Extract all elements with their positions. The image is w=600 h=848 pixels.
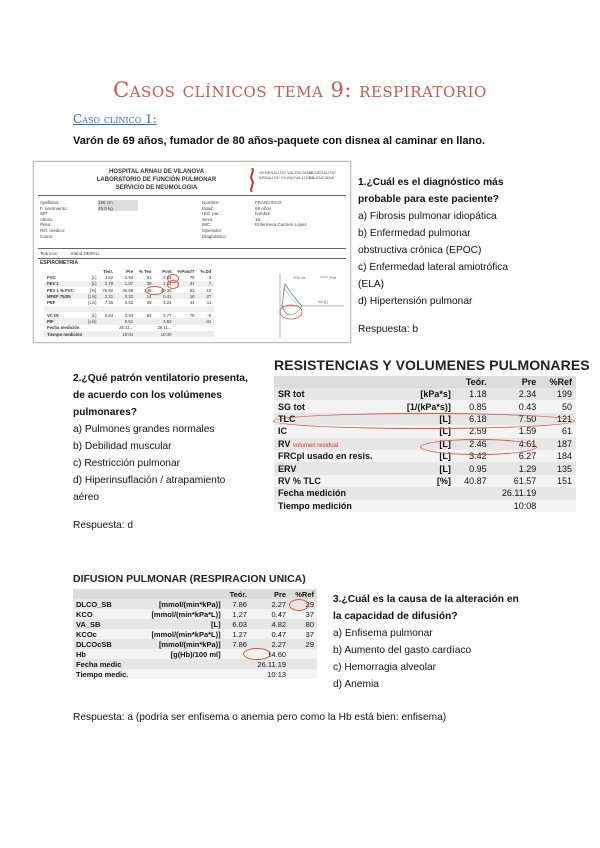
table-cell: [L] [139, 619, 224, 629]
table-cell: 0.41 [155, 293, 175, 299]
table-cell: FVC [47, 274, 56, 280]
column-header [274, 376, 394, 388]
column-header: %Ref [540, 376, 576, 388]
table-cell [139, 669, 224, 679]
option: obstructiva crónica (EPOC) [358, 245, 482, 256]
table-cell: 3.24 [163, 300, 172, 306]
table-cell: 3.62 [124, 300, 134, 306]
table-cell: FEV 1 [44, 281, 85, 287]
table-cell: 26.11.19 [491, 487, 541, 499]
table-cell: Fecha medic [73, 659, 139, 669]
table-cell [289, 649, 317, 659]
table-cell: [L] [394, 438, 455, 450]
table-cell: 2.59 [455, 425, 491, 437]
table-cell: ERV [274, 462, 394, 474]
table-cell [394, 500, 455, 512]
table-cell: Tiempo medición [274, 500, 394, 512]
table-cell: 2.79 [99, 281, 116, 287]
column-header: %Post/T [177, 268, 195, 274]
option: b) Debilidad muscular [73, 441, 172, 452]
table-cell: 48 [146, 287, 152, 293]
table-cell: [L/s] [88, 300, 97, 306]
table-row [73, 609, 317, 619]
table-cell: [%] [90, 287, 97, 293]
column-header: Teór. [224, 589, 250, 599]
table-row [73, 639, 317, 649]
column-header: Pre [250, 589, 289, 599]
table-cell: SG tot [274, 400, 394, 412]
column-header: Pre [126, 268, 134, 274]
table-cell [224, 649, 250, 659]
plot-legend-2: Pre [330, 275, 337, 280]
diffusion-title: DIFUSION PULMONAR (RESPIRACION UNICA) [73, 573, 306, 585]
option: c) Hemorragia alveolar [333, 662, 437, 673]
table-cell [289, 659, 317, 669]
table-row [73, 659, 317, 669]
table-cell: 52 [189, 287, 195, 293]
table-cell: SR tot [274, 388, 394, 400]
table-cell: 2.27 [250, 639, 289, 649]
table-cell: 0.32 [116, 293, 136, 299]
table-cell: 1.27 [224, 609, 250, 619]
table-cell [455, 500, 491, 512]
table-cell: FRCpl usado en resis. [274, 450, 394, 462]
table-cell [175, 331, 198, 337]
table-cell: 1.59 [491, 425, 541, 437]
table-cell [139, 659, 224, 669]
table-cell: [L] [394, 462, 455, 474]
plot-legend-1: FIV ex [294, 275, 306, 280]
table-row [274, 450, 576, 462]
table-cell: 18 [175, 293, 198, 299]
table-row [73, 599, 317, 609]
table-cell: TLC [274, 413, 394, 425]
patient-info: Apellidos: F. nacimiento: SIP: Altura: Peso: Ref. médico: Cama: 166 cm 49.0 kg Nombre: Edad: Hist. pac.: Sexo: IMC: Operador: Diagnóstico: FRANCISCO 69 Años hombre 18 Enfermera Carmen Lopez [40, 200, 307, 239]
table-cell: 7.86 [224, 639, 250, 649]
table-cell: [L] [394, 450, 455, 462]
table-cell: [kPa*s] [394, 388, 455, 400]
table-cell: 14.60 [250, 649, 289, 659]
table-cell: Hb [73, 649, 139, 659]
spirometry-table [44, 268, 214, 337]
table-cell: 40.87 [455, 475, 491, 487]
option: d) Hiperinsuflación / atrapamiento [73, 475, 226, 486]
table-cell: [L] [85, 281, 99, 287]
table-cell: [g(Hb)/100 ml] [139, 649, 224, 659]
table-cell: PIF [44, 318, 85, 324]
diffusion-table [73, 589, 317, 679]
spirometry-section-title: ESPIROMETRIA [40, 260, 79, 266]
table-cell: 2.92 [124, 274, 134, 280]
table-cell: 1.14 [155, 281, 175, 287]
column-header [139, 589, 224, 599]
question-1: 1.¿Cuál es el diagnóstico más probable para este paciente? a) Fibrosis pulmonar idiopática b) Enfermedad pulmonar obstructiva crónica (EPOC) c) Enfermedad lateral amiotrófica (ELA) d) Hipertensión pulmonar Respuesta: b [358, 174, 508, 338]
table-cell: 199 [540, 388, 576, 400]
table-cell: VC IN [47, 312, 59, 318]
table-cell: 38 [136, 281, 154, 287]
option: b) Aumento del gasto cardíaco [333, 645, 472, 656]
divider [38, 248, 346, 249]
table-cell: 6.18 [455, 413, 491, 425]
table-cell: 7 [197, 281, 214, 287]
table-cell: [mmol/(min*kPa)] [139, 639, 224, 649]
table-cell [99, 331, 116, 337]
table-cell: 3.62 [155, 318, 175, 324]
column-header: %Ref [289, 589, 317, 599]
table-cell: 80 [289, 619, 317, 629]
table-cell: 61 [540, 425, 576, 437]
table-cell: [L] [394, 413, 455, 425]
option: b) Enfermedad pulmonar [358, 228, 471, 239]
option: a) Enfisema pulmonar [333, 628, 433, 639]
table-cell: 7.86 [224, 599, 250, 609]
table-cell: 49 [146, 300, 152, 306]
table-cell: 151 [540, 475, 576, 487]
table-cell: KCO [73, 609, 139, 619]
table-cell [540, 500, 576, 512]
column-header: Teór. [455, 376, 491, 388]
table-cell [540, 487, 576, 499]
table-row [274, 462, 576, 474]
case-intro: Varón de 69 años, fumador de 80 años-paquete con disnea al caminar en llano. [73, 135, 486, 147]
table-cell: -3 [207, 274, 212, 280]
table-cell: 187 [540, 438, 576, 450]
table-cell: 6.27 [491, 450, 541, 462]
table-cell: IC [274, 425, 394, 437]
table-cell [136, 331, 154, 337]
table-cell: 81 [146, 274, 152, 280]
table-cell: 0.95 [455, 462, 491, 474]
column-header: Post [162, 268, 172, 274]
page-title: Casos clínicos tema 9: respiratorio [113, 78, 487, 102]
table-cell: Tiempo medición [44, 331, 85, 337]
table-cell: 4.82 [250, 619, 289, 629]
table-row [274, 487, 576, 499]
flow-volume-plot [272, 270, 348, 342]
table-cell: Fecha medición [274, 487, 394, 499]
option: a) Pulmones grandes normales [73, 424, 215, 435]
table-cell: 78 [189, 312, 195, 318]
resistances-title: RESISTENCIAS Y VOLUMENES PULMONARES [274, 357, 590, 373]
table-cell: 26.11.19 [250, 659, 289, 669]
table-cell: 0.43 [491, 400, 541, 412]
table-cell: 29 [289, 639, 317, 649]
divider [38, 195, 346, 196]
table-cell: 0.85 [455, 400, 491, 412]
table-cell: RV volumen residual [274, 438, 394, 450]
table-cell: 2.46 [455, 438, 491, 450]
table-cell: 29 [289, 599, 317, 609]
table-cell: 10:04 [116, 331, 136, 337]
hospital-logo: GENERALITAT VALENCIANA ARNAU DE VILANOVA-LLÍRIA GENERALITAT VALENCIANA [249, 168, 339, 192]
table-row [73, 669, 317, 679]
table-cell: [L] [91, 312, 97, 318]
table-cell: 61.57 [491, 475, 541, 487]
table-cell [289, 669, 317, 679]
final-answer: Respuesta: a (podría ser enfisema o anemia pero como la Hb está bien: enfisema) [73, 712, 447, 723]
table-cell: 184 [540, 450, 576, 462]
table-cell: 2.34 [491, 388, 541, 400]
column-header: % Teo [139, 268, 152, 274]
table-cell: MFEF 75/25 [44, 293, 85, 299]
table-cell: 83 [146, 312, 152, 318]
table-cell: -31 [197, 318, 214, 324]
table-row [73, 619, 317, 629]
table-cell: 2.94 [124, 312, 134, 318]
divider [38, 258, 346, 259]
table-cell: -11 [205, 300, 212, 306]
option: c) Restricción pulmonar [73, 458, 181, 469]
table-row [73, 629, 317, 639]
table-cell: 78 [189, 274, 195, 280]
rv-note: volumen residual [292, 442, 339, 449]
column-header: Pre [491, 376, 541, 388]
table-cell: 10:13 [250, 669, 289, 679]
question-3: 3.¿Cuál es la causa de la alteración en la capacidad de difusión? a) Enfisema pulmonar b) Aumento del gasto cardíaco c) Hemorragia alveolar d) Anemia [333, 591, 519, 693]
table-cell: FEV 1 % FVC [47, 287, 74, 293]
table-cell: 6.03 [224, 619, 250, 629]
table-row [274, 413, 576, 425]
table-cell: 1.27 [224, 629, 250, 639]
table-cell [224, 659, 250, 669]
table-cell: DLCO_SB [73, 599, 139, 609]
table-cell: 10 [206, 287, 212, 293]
table-cell: 44 [189, 300, 195, 306]
table-row [274, 400, 576, 412]
table-cell: 0.47 [250, 609, 289, 619]
column-header: Teór. [103, 268, 114, 274]
table-cell: [L] [394, 425, 455, 437]
table-cell: KCOc [73, 629, 139, 639]
table-cell: 41 [175, 281, 198, 287]
option: d) Anemia [333, 679, 379, 690]
option: c) Enfermedad lateral amiotrófica [358, 262, 509, 273]
plot-xlabel: Vol [L] [318, 300, 328, 304]
table-cell: 3.62 [104, 274, 114, 280]
table-cell: 7.50 [491, 413, 541, 425]
table-cell: 135 [540, 462, 576, 474]
table-cell: [mmol/(min*kPa*L)] [139, 629, 224, 639]
table-cell: 37 [289, 629, 317, 639]
table-cell: 37 [289, 609, 317, 619]
option: d) Hipertensión pulmonar [358, 296, 473, 307]
table-cell: 7.36 [104, 300, 114, 306]
table-cell: PEF [47, 300, 56, 306]
table-cell: 36.69 [122, 287, 134, 293]
answer: Respuesta: b [358, 324, 419, 335]
table-cell: 0.47 [250, 629, 289, 639]
table-cell: 14 [136, 293, 154, 299]
logo-mark-icon [249, 168, 255, 192]
table-cell: 76.92 [102, 287, 114, 293]
table-cell: Fecha medición [47, 325, 80, 331]
table-row [274, 438, 576, 450]
table-cell: [1/(kPa*s)] [394, 400, 455, 412]
table-cell: [mmol/(min*kPa*L)] [139, 609, 224, 619]
table-cell: 3.54 [104, 312, 114, 318]
table-cell: 10:30 [155, 331, 175, 337]
table-cell: [L/s] [85, 318, 99, 324]
table-cell: 2.64 [163, 274, 172, 280]
table-row [44, 331, 214, 337]
column-header [73, 589, 139, 599]
table-cell: 1.07 [116, 281, 136, 287]
table-cell: 10:08 [491, 500, 541, 512]
table-row [274, 475, 576, 487]
table-cell [224, 669, 250, 679]
table-cell: 5.51 [116, 318, 136, 324]
table-cell [197, 331, 214, 337]
table-row [274, 388, 576, 400]
column-header: % Dif [200, 268, 212, 274]
table-cell: [L/s] [85, 293, 99, 299]
table-row [73, 649, 317, 659]
teoricos: Teóricos: Stand DE/IGLI [40, 251, 100, 256]
table-cell: -6 [207, 312, 212, 318]
table-cell: 2.21 [99, 293, 116, 299]
table-cell: Tiempo medic. [73, 669, 139, 679]
table-cell: 1.18 [455, 388, 491, 400]
answer: Respuesta: d [73, 520, 134, 531]
column-header [394, 376, 455, 388]
table-cell: RV % TLC [274, 475, 394, 487]
table-cell: 50 [540, 400, 576, 412]
table-cell: 27 [197, 293, 214, 299]
table-row [274, 500, 576, 512]
table-cell: 2.27 [250, 599, 289, 609]
option: (ELA) [358, 279, 385, 290]
question-2: 2.¿Qué patrón ventilatorio presenta, de acuerdo con los volúmenes pulmonares? a) Pulmones grandes normales b) Debilidad muscular c) Restricción pulmonar d) Hiperinsuflación / atrapamiento aéreo Respuesta: d [73, 370, 248, 534]
table-cell: 3.42 [455, 450, 491, 462]
table-cell: 40.30 [160, 287, 172, 293]
table-cell: 4.61 [491, 438, 541, 450]
table-cell: 1.29 [491, 462, 541, 474]
table-cell [394, 487, 455, 499]
table-cell [455, 487, 491, 499]
resistances-table [274, 376, 576, 512]
report-header: HOSPITAL ARNAU DE VILANOVA LABORATORIO DE FUNCIÓN PULMONAR SERVICIO DE NEUMOLOGIA [96, 169, 217, 191]
spirometry-report [33, 161, 351, 343]
option: aéreo [73, 492, 100, 503]
case-label: Caso clínico 1: [73, 112, 157, 126]
table-cell: 121 [540, 413, 576, 425]
table-cell: 26.11... [157, 325, 172, 331]
table-cell: DLCOcSB [73, 639, 139, 649]
table-cell: [%] [394, 475, 455, 487]
table-cell: 26.11... [119, 325, 134, 331]
table-cell: VA_SB [73, 619, 139, 629]
option: a) Fibrosis pulmonar idiopática [358, 211, 497, 222]
table-cell: 2.77 [163, 312, 172, 318]
table-cell: [L] [91, 274, 97, 280]
table-cell: [mmol/(min*kPa)] [139, 599, 224, 609]
table-row [274, 425, 576, 437]
table-cell [85, 331, 99, 337]
